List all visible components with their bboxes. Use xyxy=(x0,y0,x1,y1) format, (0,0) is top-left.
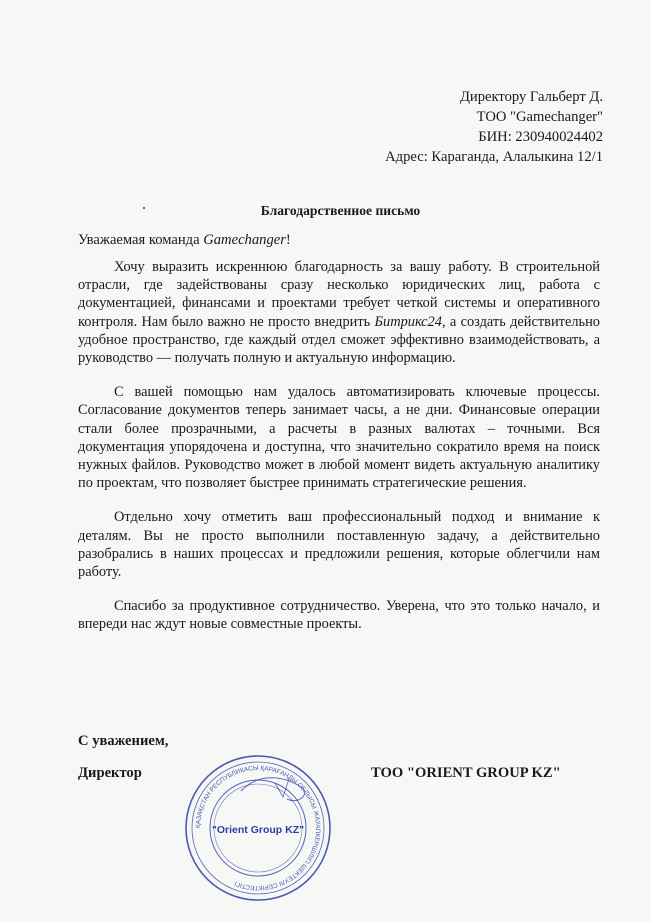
addressee-block xyxy=(385,87,603,167)
addressee-company: ТОО "Gamechanger" xyxy=(476,109,603,125)
paragraph-2: С вашей помощью нам удалось автоматизировать ключевые процессы. Согласование документов теперь занимает часы, а не дни. Финансовые операции стали более прозрачными, а расчеты в разных валютах – точными. Вся документация упорядочена и доступна, что значительно сократило время на поиск нужных файлов. Руководство может в любой момент видеть актуальную аналитику по проектам, что позволяет быстрее принимать стратегические решения. xyxy=(78,384,600,492)
closing-regards: С уважением, xyxy=(78,733,169,749)
salutation xyxy=(78,232,291,249)
paragraph-3: Отдельно хочу отметить ваш профессиональный подход и внимание к деталям. Вы не просто выполнили поставленную задачу, а действительно разобрались в наших процессах и предложили решения, которые облегчили нам работу. xyxy=(78,509,600,581)
letter-title: Благодарственное письмо xyxy=(260,203,421,218)
stamp-center-text: "Orient Group KZ" xyxy=(211,824,305,836)
signer-position: Директор xyxy=(78,765,142,781)
addressee-address: Адрес: Караганда, Алалыкина 12/1 xyxy=(385,149,603,165)
signer-company: ТОО "ORIENT GROUP KZ" xyxy=(371,765,561,781)
paragraph-4: Спасибо за продуктивное сотрудничество. Уверена, что это только начало, и впереди нас ждут новые совместные проекты. xyxy=(78,598,600,633)
paragraph-1-product: Битрикс24 xyxy=(374,313,442,330)
salutation-name: Gamechanger xyxy=(203,232,286,248)
paragraph-1-start: Хочу выразить искреннюю благодарность за вашу работу. В строительной отрасли, где задействованы сразу несколько юридических лиц, работа с документацией, финансами и проектами требует четкой системы и оперативного контроля. Нам было важно не просто внедрить xyxy=(78,259,600,330)
paragraph-1 xyxy=(78,258,600,367)
addressee-bin: БИН: 230940024402 xyxy=(478,129,603,145)
paragraph-1-end: , а создать действительно удобное пространство, где каждый отдел сможет эффективно взаимодействовать, а руководство — получать полную и актуальную информацию. xyxy=(78,313,600,367)
salutation-suffix: ! xyxy=(285,232,291,248)
letter-body xyxy=(78,258,600,650)
stamp-ring-text: ҚАЗАҚСТАН РЕСПУБЛИКАСЫ ҚАРАҒАНДЫ ОБЛЫСЫ ЖАУАПКЕРШІЛІГІ ШЕКТЕУЛІ СЕРІКТЕСТІГІ xyxy=(194,764,322,892)
salutation-prefix: Уважаемая команда xyxy=(78,232,204,248)
signature-stroke-2 xyxy=(275,779,289,797)
addressee-line: Директору Гальберт Д. xyxy=(459,89,603,105)
company-stamp xyxy=(183,753,333,903)
